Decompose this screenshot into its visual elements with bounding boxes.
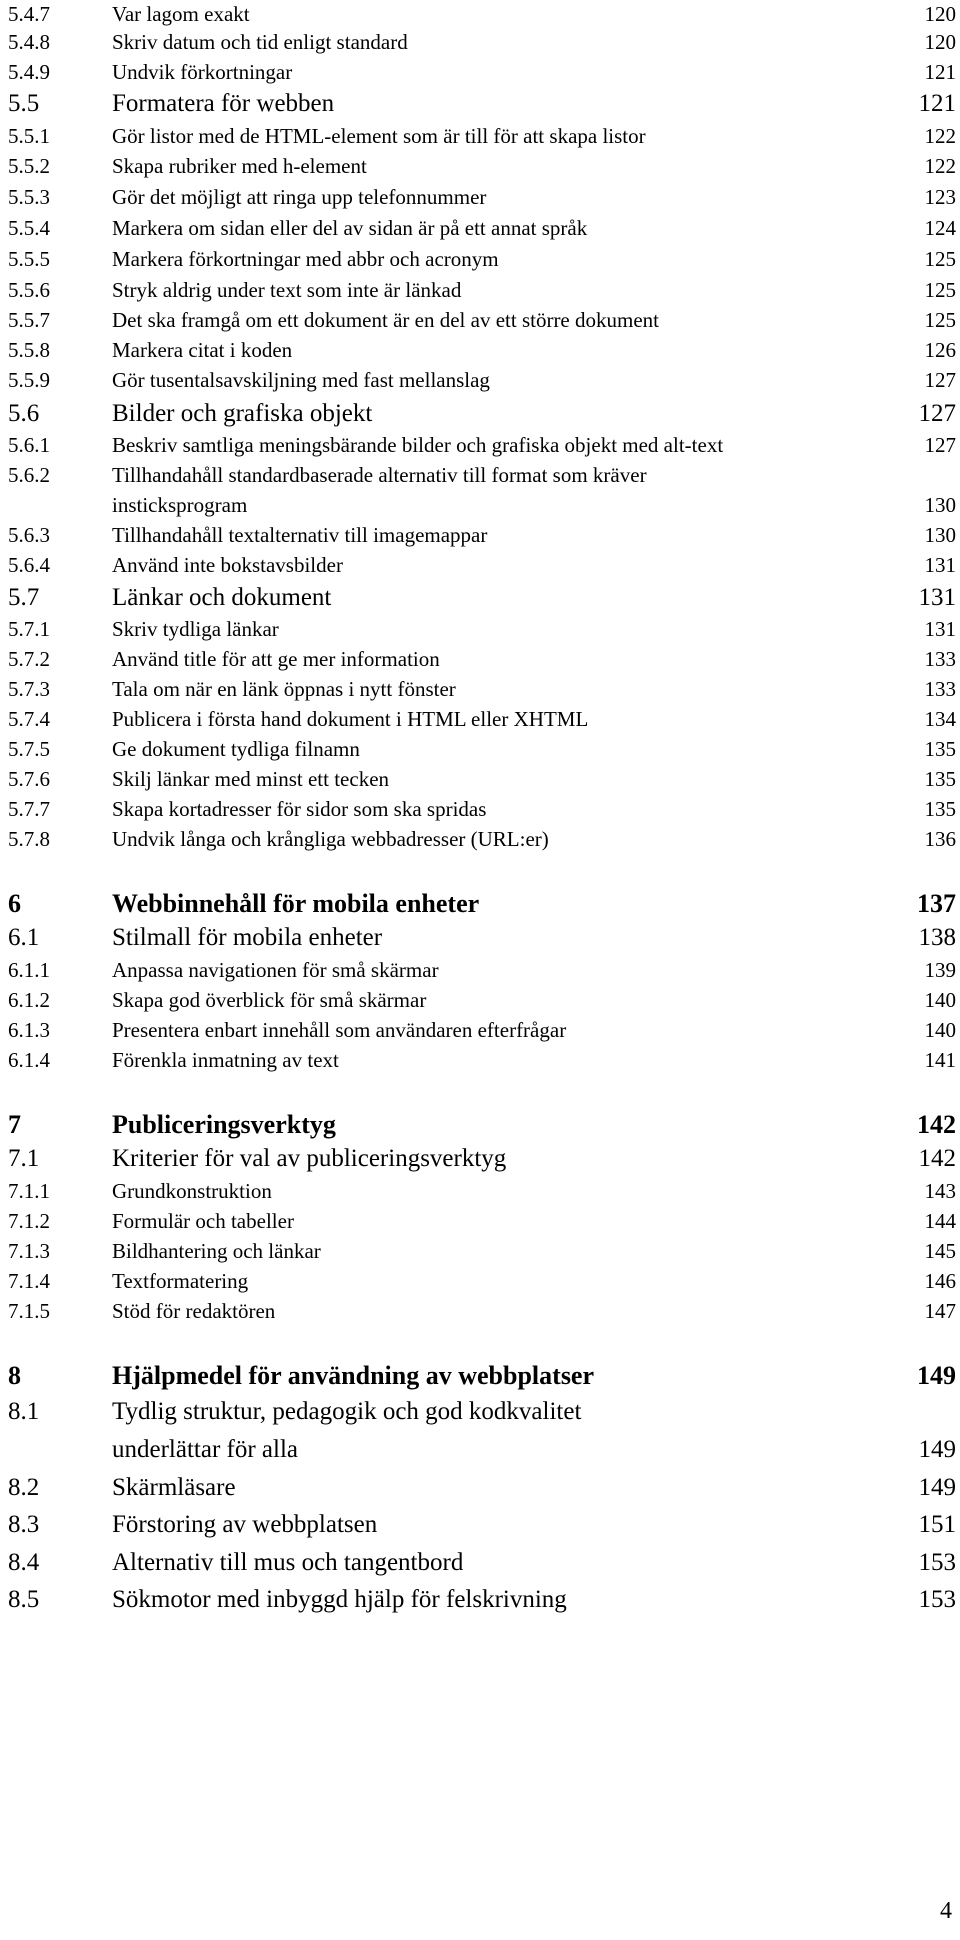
toc-entry-number: 6.1.2: [8, 988, 50, 1012]
toc-entry-number: 7.1.3: [8, 1239, 50, 1263]
toc-entry-page: 127: [918, 400, 956, 427]
toc-entry-page: 135: [924, 737, 956, 761]
toc-entry-title: insticksprogram: [112, 493, 248, 517]
toc-entry-page: 130: [924, 493, 956, 517]
toc-entry-number: 5.6.1: [8, 433, 50, 457]
toc-entry-title: Stilmall för mobila enheter: [112, 924, 383, 951]
toc-entry-page: 131: [918, 584, 956, 611]
toc-entry-title: Det ska framgå om ett dokument är en del av ett större dokument: [112, 308, 659, 332]
toc-entry-page: 149: [917, 1361, 956, 1390]
toc-entry-title: Formulär och tabeller: [112, 1209, 294, 1233]
toc-entry-number: 5.7: [8, 584, 40, 611]
toc-entry-title: Kriterier för val av publiceringsverktyg: [112, 1145, 507, 1172]
toc-entry-title: Gör listor med de HTML-element som är till för att skapa listor: [112, 124, 646, 148]
toc-entry-title: Tillhandahåll textalternativ till imagemappar: [112, 523, 488, 547]
toc-entry-number: 8: [8, 1361, 21, 1390]
toc-entry-page: 146: [924, 1269, 956, 1293]
toc-entry-number: 5.5.3: [8, 185, 50, 209]
toc-entry-number: 6.1: [8, 924, 40, 951]
toc-entry-page: 141: [924, 1048, 956, 1072]
toc-entry-page: 127: [924, 368, 956, 392]
toc-entry-title: Sökmotor med inbyggd hjälp för felskrivning: [112, 1586, 567, 1613]
toc-entry-title: underlättar för alla: [112, 1436, 299, 1463]
toc-entry-number: 6: [8, 889, 21, 918]
toc-entry-number: 7: [8, 1110, 21, 1139]
toc-entry-page: 143: [924, 1179, 956, 1203]
toc-entry-number: 5.5.4: [8, 216, 50, 240]
toc-entry-page: 131: [924, 553, 956, 577]
toc-entry-page: 145: [924, 1239, 956, 1263]
toc-entry-number: 5.7.3: [8, 677, 50, 701]
toc-entry-page: 144: [924, 1209, 956, 1233]
toc-entry-page: 149: [918, 1436, 956, 1463]
toc-entry-page: 125: [924, 308, 956, 332]
toc-entry-title: Skilj länkar med minst ett tecken: [112, 767, 390, 791]
toc-entry-page: 131: [924, 617, 956, 641]
toc-entry-title: Skapa kortadresser för sidor som ska spridas: [112, 797, 487, 821]
toc-entry-title: Förenkla inmatning av text: [112, 1048, 339, 1072]
page-number: 4: [940, 1898, 952, 1924]
toc-entry-number: 5.6: [8, 400, 40, 427]
toc-entry-title: Publicera i första hand dokument i HTML eller XHTML: [112, 707, 589, 731]
toc-entry-title: Skriv datum och tid enligt standard: [112, 30, 408, 54]
toc-entry-page: 125: [924, 247, 956, 271]
toc-entry-title: Använd title för att ge mer information: [112, 647, 440, 671]
toc-entry-title: Stöd för redaktören: [112, 1299, 276, 1323]
toc-entry-page: 123: [924, 185, 956, 209]
toc-entry-page: 138: [918, 924, 956, 951]
toc-entry-number: 5.5.8: [8, 338, 50, 362]
toc-entry-number: 5.7.2: [8, 647, 50, 671]
toc-entry-page: 121: [918, 90, 956, 117]
toc-entry-number: 5.4.7: [8, 2, 50, 26]
toc-entry-number: 6.1.1: [8, 958, 50, 982]
toc-entry-number: 5.6.3: [8, 523, 50, 547]
toc-entry-number: 5.4.8: [8, 30, 50, 54]
toc-entry-title: Markera om sidan eller del av sidan är på ett annat språk: [112, 216, 588, 240]
toc-entry-number: 7.1.2: [8, 1209, 50, 1233]
toc-entry-title: Bilder och grafiska objekt: [112, 400, 373, 427]
toc-entry-title: Tydlig struktur, pedagogik och god kodkvalitet: [112, 1398, 582, 1425]
toc-entry-page: 151: [918, 1511, 956, 1538]
toc-entry-number: 8.2: [8, 1474, 40, 1501]
toc-entry-number: 8.1: [8, 1398, 40, 1425]
toc-entry-number: 5.5: [8, 90, 40, 117]
toc-entry-title: Grundkonstruktion: [112, 1179, 272, 1203]
toc-entry-number: 5.7.7: [8, 797, 50, 821]
toc-entry-page: 127: [924, 433, 956, 457]
toc-entry-number: 5.4.9: [8, 60, 50, 84]
toc-entry-title: Undvik förkortningar: [112, 60, 293, 84]
toc-entry-page: 133: [924, 677, 956, 701]
toc-entry-title: Skriv tydliga länkar: [112, 617, 279, 641]
toc-entry-page: 140: [924, 1018, 956, 1042]
toc-entry-number: 5.5.5: [8, 247, 50, 271]
toc-entry-number: 5.6.4: [8, 553, 50, 577]
toc-entry-number: 8.5: [8, 1586, 40, 1613]
toc-entry-title: Formatera för webben: [112, 90, 335, 117]
toc-entry-title: Använd inte bokstavsbilder: [112, 553, 343, 577]
toc-entry-page: 125: [924, 278, 956, 302]
toc-entry-title: Förstoring av webbplatsen: [112, 1511, 378, 1538]
toc-entry-title: Bildhantering och länkar: [112, 1239, 321, 1263]
toc-entry-page: 133: [924, 647, 956, 671]
toc-entry-page: 142: [917, 1110, 956, 1139]
toc-entry-title: Publiceringsverktyg: [112, 1110, 336, 1139]
toc-entry-title: Webbinnehåll för mobila enheter: [112, 889, 480, 918]
toc-entry-title: Beskriv samtliga meningsbärande bilder och grafiska objekt med alt-text: [112, 433, 724, 457]
toc-entry-number: 5.7.4: [8, 707, 50, 731]
toc-entry-page: 126: [924, 338, 956, 362]
toc-entry-title: Skapa god överblick för små skärmar: [112, 988, 427, 1012]
toc-entry-title: Länkar och dokument: [112, 584, 332, 611]
toc-entry-number: 5.5.7: [8, 308, 50, 332]
toc-entry-title: Ge dokument tydliga filnamn: [112, 737, 360, 761]
toc-entry-page: 120: [924, 2, 956, 26]
toc-entry-number: 5.7.8: [8, 827, 50, 851]
toc-entry-page: 136: [924, 827, 956, 851]
toc-entry-number: 6.1.3: [8, 1018, 50, 1042]
toc-entry-number: 8.3: [8, 1511, 40, 1538]
toc-entry-page: 135: [924, 797, 956, 821]
toc-entry-page: 137: [917, 889, 956, 918]
toc-entry-page: 142: [918, 1145, 956, 1172]
toc-entry-page: 120: [924, 30, 956, 54]
toc-entry-title: Tillhandahåll standardbaserade alternativ till format som kräver: [112, 463, 647, 487]
toc-entry-page: 134: [924, 707, 956, 731]
toc-entry-page: 153: [918, 1586, 956, 1613]
toc-entry-number: 5.7.5: [8, 737, 50, 761]
toc-entry-title: Gör det möjligt att ringa upp telefonnummer: [112, 185, 487, 209]
toc-entry-page: 124: [924, 216, 956, 240]
toc-entry-number: 5.7.1: [8, 617, 50, 641]
toc-entry-title: Textformatering: [112, 1269, 249, 1293]
toc-entry-title: Alternativ till mus och tangentbord: [112, 1549, 464, 1576]
toc-entry-number: 7.1.1: [8, 1179, 50, 1203]
toc-entry-page: 121: [924, 60, 956, 84]
toc-entry-page: 135: [924, 767, 956, 791]
toc-entry-number: 7.1: [8, 1145, 40, 1172]
toc-entry-number: 5.7.6: [8, 767, 50, 791]
toc-entry-number: 5.5.1: [8, 124, 50, 148]
toc-entry-title: Skärmläsare: [112, 1474, 236, 1501]
toc-entry-number: 7.1.5: [8, 1299, 50, 1323]
toc-entry-title: Anpassa navigationen för små skärmar: [112, 958, 439, 982]
toc-entry-page: 130: [924, 523, 956, 547]
toc-entry-title: Markera citat i koden: [112, 338, 293, 362]
toc-entry-number: 8.4: [8, 1549, 40, 1576]
toc-entry-title: Tala om när en länk öppnas i nytt fönster: [112, 677, 456, 701]
toc-entry-page: 139: [924, 958, 956, 982]
toc-entry-number: 5.5.2: [8, 154, 50, 178]
toc-entry-title: Gör tusentalsavskiljning med fast mellanslag: [112, 368, 490, 392]
toc-entry-number: 5.5.9: [8, 368, 50, 392]
toc-entry-title: Hjälpmedel för användning av webbplatser: [112, 1361, 595, 1390]
toc-entry-title: Var lagom exakt: [112, 2, 250, 26]
toc-entry-page: 140: [924, 988, 956, 1012]
toc-entry-number: 6.1.4: [8, 1048, 50, 1072]
toc-entry-page: 149: [918, 1474, 956, 1501]
toc-entry-page: 122: [924, 124, 956, 148]
toc-entry-title: Skapa rubriker med h-element: [112, 154, 367, 178]
toc-entry-number: 5.5.6: [8, 278, 50, 302]
toc-entry-title: Undvik långa och krångliga webbadresser (URL:er): [112, 827, 549, 851]
toc-entry-title: Presentera enbart innehåll som användaren efterfrågar: [112, 1018, 567, 1042]
toc-entry-page: 147: [924, 1299, 956, 1323]
toc-entry-title: Stryk aldrig under text som inte är länkad: [112, 278, 462, 302]
toc-entry-page: 153: [918, 1549, 956, 1576]
toc-entry-title: Markera förkortningar med abbr och acronym: [112, 247, 499, 271]
toc-entry-number: 5.6.2: [8, 463, 50, 487]
toc-entry-number: 7.1.4: [8, 1269, 50, 1293]
toc-entry-page: 122: [924, 154, 956, 178]
